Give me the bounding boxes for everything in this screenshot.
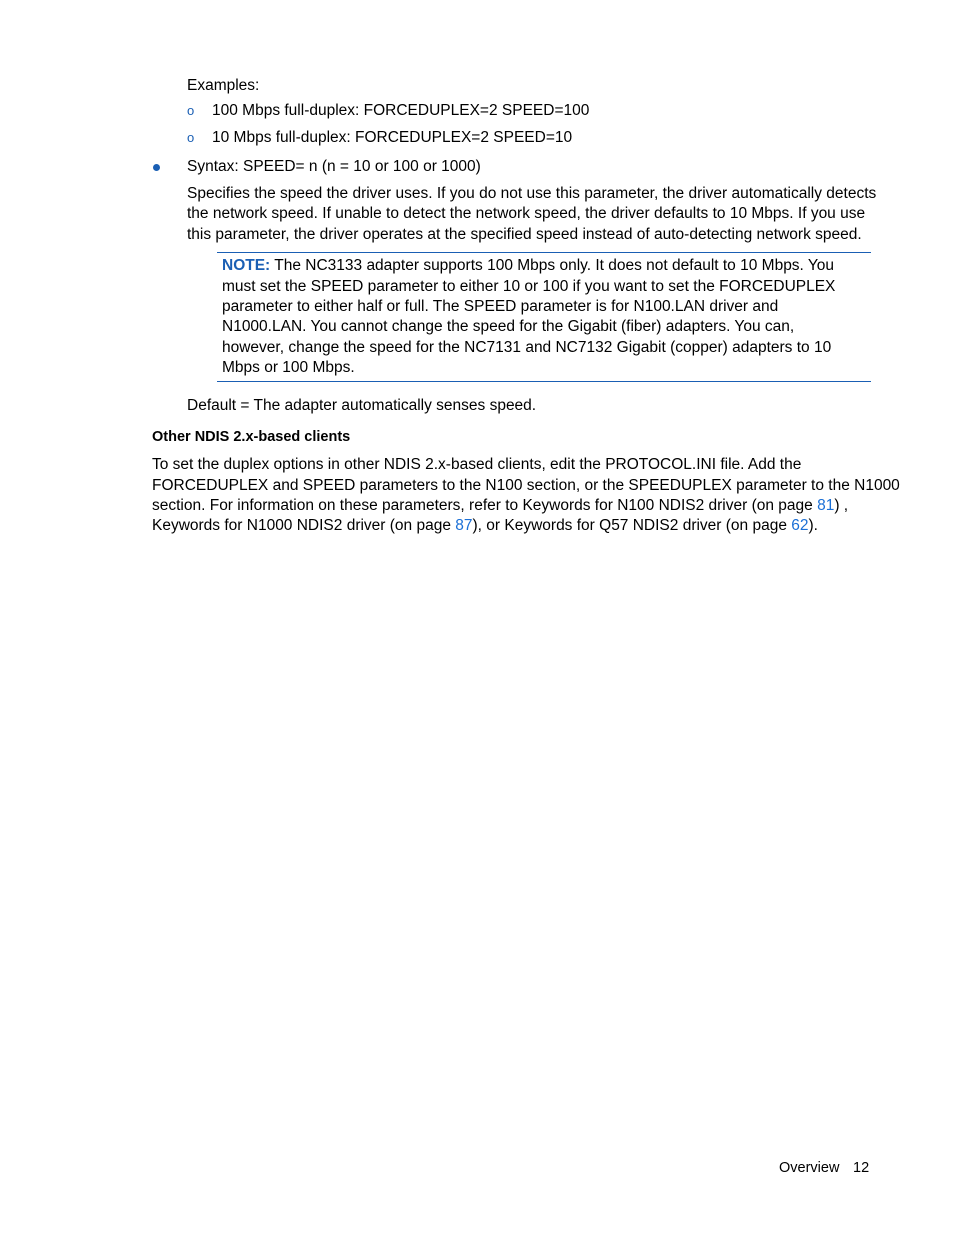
section-heading: Other NDIS 2.x-based clients (152, 429, 351, 445)
note-line-3: parameter to either half or full. The SPEED parameter is for N100.LAN driver and (222, 298, 779, 315)
note-line-2: must set the SPEED parameter to either 10 or 100 if you want to set the FORCEDUPLEX (222, 278, 836, 295)
syntax-description-line-3: this parameter, the driver operates at the specified speed instead of auto-detecting network speed. (187, 226, 862, 243)
note-line-6: Mbps or 100 Mbps. (222, 359, 355, 376)
section-line-4-tail: ). (808, 517, 818, 534)
syntax-description-line-1: Specifies the speed the driver uses. If you do not use this parameter, the driver automatically detects (187, 185, 877, 202)
note-label: NOTE: (222, 257, 271, 274)
examples-label: Examples: (187, 77, 260, 94)
section-line-3-tail: ) , (834, 497, 849, 514)
sub-bullet-icon: o (187, 130, 195, 145)
section-line-3 (152, 496, 848, 517)
example-item-1: 100 Mbps full-duplex: FORCEDUPLEX=2 SPEED=100 (212, 102, 590, 119)
section-line-2: FORCEDUPLEX and SPEED parameters to the N100 section, or the SPEEDUPLEX parameter to the N1000 (152, 477, 900, 494)
section-line-1: To set the duplex options in other NDIS 2.x-based clients, edit the PROTOCOL.INI file. Add the (152, 456, 802, 473)
example-item-2: 10 Mbps full-duplex: FORCEDUPLEX=2 SPEED=10 (212, 129, 573, 146)
section-line-4-mid: ), or Keywords for Q57 NDIS2 driver (on page (472, 517, 792, 534)
note-text: The NC3133 adapter supports 100 Mbps only. It does not default to 10 Mbps. You (274, 257, 835, 274)
page-link-62[interactable]: 62 (791, 517, 809, 534)
page-link-81[interactable]: 81 (817, 497, 835, 514)
syntax-description-line-2: the network speed. If unable to detect the network speed, the driver defaults to 10 Mbps. If you use (187, 205, 866, 222)
note-first-line (222, 256, 834, 277)
page-link-87[interactable]: 87 (455, 517, 473, 534)
section-line-4-text: Keywords for N1000 NDIS2 driver (on page (152, 517, 456, 534)
note-line-5: however, change the speed for the NC7131 and NC7132 Gigabit (copper) adapters to 10 (222, 339, 832, 356)
bullet-dot-icon (153, 164, 160, 171)
footer-section-name: Overview (779, 1160, 840, 1176)
note-line-4: N1000.LAN. You cannot change the speed for the Gigabit (fiber) adapters. You can, (222, 318, 795, 335)
footer-page-number: 12 (853, 1160, 870, 1176)
default-text: Default = The adapter automatically senses speed. (187, 397, 537, 414)
section-line-3-text: section. For information on these parameters, refer to Keywords for N100 NDIS2 driver (on page (152, 497, 818, 514)
sub-bullet-icon: o (187, 103, 195, 118)
section-line-4 (152, 516, 818, 537)
syntax-label: Syntax: SPEED= n (n = 10 or 100 or 1000) (187, 158, 481, 175)
